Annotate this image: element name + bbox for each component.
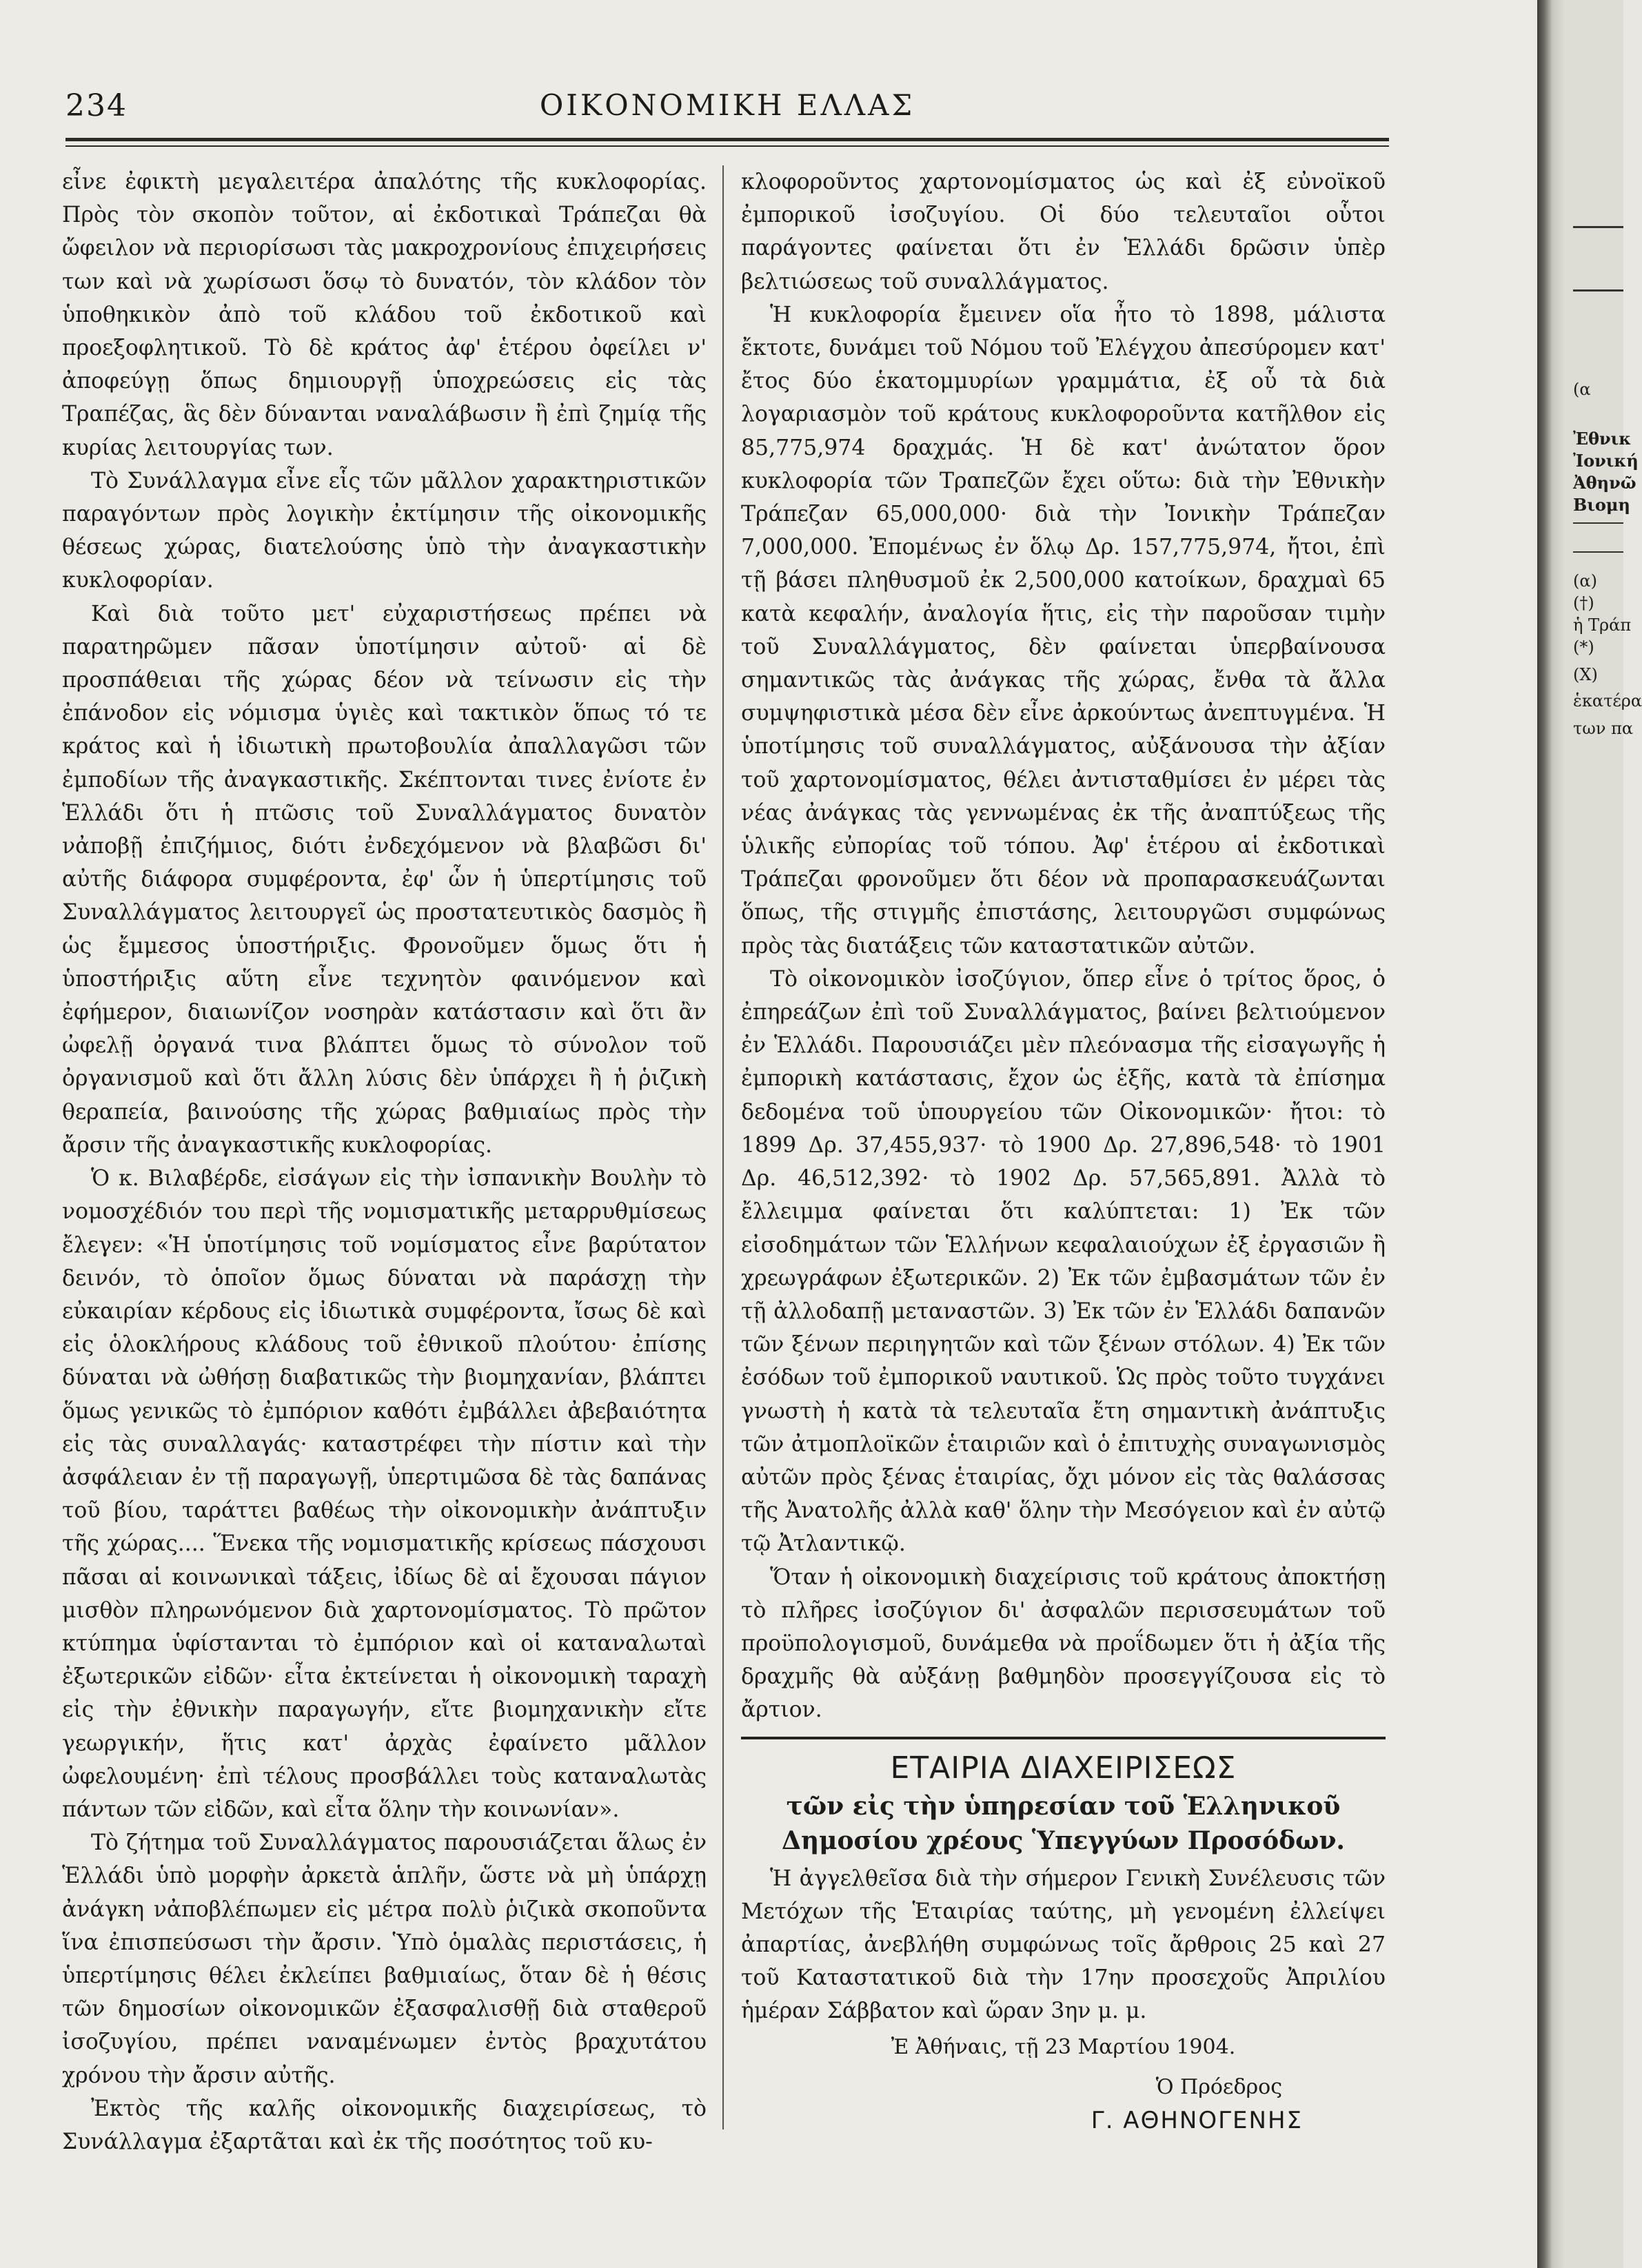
- adjacent-page-rule: [1573, 226, 1623, 228]
- paragraph: Ἡ κυκλοφορία ἔμεινεν οἵα ἦτο τὸ 1898, μάλιστα ἔκτοτε, δυνάμει τοῦ Νόμου τοῦ Ἐλέγχου ἀπεσύρομεν κατ' ἔτος δύο ἑκατομμυρίων γραμμάτια, ἐξ οὗ τὰ διὰ λογαριασμὸν τοῦ κράτους κυκλοφοροῦντα κατῆλθον εἰς 85,775,974 δραχμάς. Ἡ δὲ κατ' ἀνώτατον ὅρον κυκλοφορία τῶν Τραπεζῶν ἔχει οὕτω: διὰ τὴν Ἐθνικὴν Τράπεζαν 65,000,000· διὰ τὴν Ἰονικὴν Τράπεζαν 7,000,000. Ἐπομένως ἐν ὅλῳ Δρ. 157,775,974, ἤτοι, ἐπὶ τῇ βάσει πληθυσμοῦ ἐκ 2,500,000 κατοίκων, δραχμαὶ 65 κατὰ κεφαλήν, ἀναλογία ἥτις, εἰς τὴν παροῦσαν τιμὴν τοῦ Συναλλάγματος, δὲν φαίνεται ὑπερβαίνουσα σημαντικῶς τὰς ἀνάγκας τῆς χώρας, ἔνθα τὰ ἄλλα συμψηφιστικὰ μέσα δὲν εἶνε ἀρκούντως ἀνεπτυγμένα. Ἡ ὑποτίμησις τοῦ συναλλάγματος, αὐξάνουσα τὴν ἀξίαν τοῦ χαρτονομίσματος, θέλει ἀντισταθμίσει ἐν μέρει τὰς νέας ἀνάγκας τὰς γεννωμένας ἐκ τῆς ἀναπτύξεως τῆς ὑλικῆς εὐπορίας τοῦ τόπου. Ἀφ' ἑτέρου αἱ ἐκδοτικαὶ Τράπεζαι φρονοῦμεν ὅτι δέον νὰ προπαρασκευάζωνται ὅπως, τῆς στιγμῆς ἐπιστάσης, λειτουργῶσι συμφώνως πρὸς τὰς διατάξεις τῶν καταστατικῶν αὐτῶν.: [741, 302, 1386, 959]
- notice-rule: [741, 1737, 1386, 1739]
- paragraph: Τὸ Συνάλλαγμα εἶνε εἷς τῶν μᾶλλον χαρακτηριστικῶν παραγόντων πρὸς λογικὴν ἐκτίμησιν τῆς οἰκονομικῆς θέσεως χώρας, διατελούσης ὑπὸ τὴν ἀναγκαστικὴν κυκλοφορίαν.: [62, 468, 707, 593]
- adjacent-page-fragment: ἑκατέρα: [1573, 691, 1642, 711]
- adjacent-page-fragment: ἡ Τράπ: [1573, 615, 1632, 635]
- adjacent-page-rule: [1573, 522, 1623, 524]
- header-rule-thin: [65, 145, 1389, 147]
- notice-dateline: Ἐ Ἀθήναις, τῇ 23 Μαρτίου 1904.: [891, 2034, 1236, 2059]
- paragraph: Ὅταν ἡ οἰκονομικὴ διαχείρισις τοῦ κράτους ἀποκτήσῃ τὸ πλῆρες ἰσοζύγιον δι' ἀσφαλῶν περισσευμάτων τοῦ προϋπολογισμοῦ, δυνάμεθα νὰ προΐδωμεν ὅτι ἡ ἀξία τῆς δραχμῆς θὰ αὐξάνῃ βαθμηδὸν προσεγγίζουσα εἰς τὸ ἄρτιον.: [741, 1564, 1386, 1723]
- adjacent-page-fragment: Ἀθηνῶ: [1573, 473, 1636, 493]
- adjacent-page-fragment: (†): [1573, 593, 1594, 613]
- notice-subtitle: τῶν εἰς τὴν ὑπηρεσίαν τοῦ Ἑλληνικοῦ Δημοσίου χρέους Ὑπεγγύων Προσόδων.: [782, 1791, 1345, 1855]
- paragraph: εἶνε ἐφικτὴ μεγαλειτέρα ἀπαλότης τῆς κυκλοφορίας. Πρὸς τὸν σκοπὸν τοῦτον, αἱ ἐκδοτικαὶ Τράπεζαι θὰ ὤφειλον νὰ περιορίσωσι τὰς μακροχρονίους ἐπιχειρήσεις των καὶ νὰ χωρίσωσι ὅσῳ τὸ δυνατόν, τὸν κλάδον τὸν ὑποθηκικὸν ἀπὸ τοῦ κλάδου τοῦ ἐκδοτικοῦ καὶ προεξοφλητικοῦ. Τὸ δὲ κράτος ἀφ' ἑτέρου ὀφείλει ν' ἀποφεύγῃ ὅπως δημιουργῇ ὑποχρεώσεις εἰς τὰς Τραπέζας, ἃς δὲν δύνανται ναναλάβωσιν ἢ ἐπὶ ζημίᾳ τῆς κυρίας λειτουργίας των.: [62, 170, 707, 460]
- adjacent-page-rule: [1573, 551, 1623, 553]
- paragraph: Ὁ κ. Βιλαβέρδε, εἰσάγων εἰς τὴν ἰσπανικὴν Βουλὴν τὸ νομοσχέδιόν του περὶ τῆς νομισματικῆς μεταρρυθμίσεως ἔλεγεν: «Ἡ ὑποτίμησις τοῦ νομίσματος εἶνε βαρύτατον δεινόν, τὸ ὁποῖον ὅμως δύναται νὰ παράσχῃ τὴν εὐκαιρίαν κέρδους εἰς ἰδιωτικὰ συμφέροντα, ἴσως δὲ καὶ εἰς ὁλοκλήρους κλάδους τοῦ ἐθνικοῦ πλούτου· ἐπίσης δύναται νὰ ὠθήσῃ διαβατικῶς τὴν βιομηχανίαν, βλάπτει ὅμως γενικῶς τὸ ἐμπόριον καθότι ἐμβάλλει ἀβεβαιότητα εἰς τὰς συναλλαγάς· καταστρέφει τὴν πίστιν καὶ τὴν ἀσφάλειαν ἐν τῇ παραγωγῇ, ὑπερτιμῶσα δὲ τὰς δαπάνας τοῦ βίου, ταράττει βαθέως τὴν οἰκονομικὴν ἀνάπτυξιν τῆς χώρας.... Ἕνεκα τῆς νομισματικῆς κρίσεως πάσχουσι πᾶσαι αἱ κοινωνικαὶ τάξεις, ἰδίως δὲ αἱ ἔχουσαι πάγιον μισθὸν πληρωνόμενον διὰ χαρτονομίσματος. Τὸ πρῶτον κτύπημα ὑφίστανται τὸ ἐμπόριον καὶ οἱ καταναλωταὶ ἐξωτερικῶν εἰδῶν· εἶτα ἐκτείνεται ἡ οἰκονομικὴ ταραχὴ εἰς τὴν ἐθνικὴν παραγωγήν, εἴτε βιομηχανικὴν εἴτε γεωργικήν, ἥτις κατ' ἀρχὰς ἐφαίνετο μᾶλλον ὠφελουμένη· ἐπὶ τέλους προσβάλλει τοὺς καταναλωτὰς πάντων τῶν εἰδῶν, καὶ εἶτα ὅλην τὴν κοινωνίαν».: [62, 1166, 707, 1822]
- notice-signer-role: Ὁ Πρόεδρος: [1155, 2074, 1282, 2099]
- paragraph: Ἐκτὸς τῆς καλῆς οἰκονομικῆς διαχειρίσεως, τὸ Συνάλλαγμα ἐξαρτᾶται καὶ ἐκ τῆς ποσότητος τοῦ κυ-: [62, 2096, 707, 2154]
- left-column: [62, 165, 707, 2164]
- adjacent-page-fragment: Βιομη: [1573, 495, 1630, 515]
- notice-title: ΕΤΑΙΡΙΑ ΔΙΑΧΕΙΡΙΣΕΩΣ: [890, 1750, 1237, 1786]
- adjacent-page-fragment: (α): [1573, 571, 1597, 591]
- adjacent-page-fragment: των πα: [1573, 719, 1634, 738]
- adjacent-page-fragment: (*): [1573, 637, 1594, 657]
- column-divider: [722, 165, 724, 2129]
- page-header: [65, 88, 1389, 130]
- book-spine-gutter: [1537, 0, 1623, 2268]
- adjacent-page-rule: [1573, 289, 1623, 292]
- adjacent-page-fragment: (Χ): [1573, 665, 1598, 684]
- paragraph: Καὶ διὰ τοῦτο μετ' εὐχαριστήσεως πρέπει νὰ παρατηρῶμεν πᾶσαν ὑποτίμησιν αὐτοῦ· αἱ δὲ προσπάθειαι τῆς χώρας δέον νὰ τείνωσιν εἰς τὴν ἐπάνοδον εἰς νόμισμα ὑγιὲς καὶ τακτικὸν ὅπως τό τε κράτος καὶ ἡ ἰδιωτικὴ πρωτοβουλία ἀπαλλαγῶσι τῶν ἐμποδίων τῆς ἀναγκαστικῆς. Σκέπτονται τινες ἐνίοτε ἐν Ἑλλάδι ὅτι ἡ πτῶσις τοῦ Συναλλάγματος δυνατὸν νἀποβῇ ἐπιζήμιος, διότι ἐνδεχόμενον νὰ βλαβῶσι δι' αὐτῆς διάφορα συμφέροντα, ἐφ' ὧν ἡ ὑπερτίμησις τοῦ Συναλλάγματος λειτουργεῖ ὡς προστατευτικὸς δασμὸς ἢ ὡς ἔμμεσος ὑποστήριξις. Φρονοῦμεν ὅμως ὅτι ἡ ὑποστήριξις αὕτη εἶνε τεχνητὸν φαινόμενον καὶ ἐφήμερον, διαιωνίζον νοσηρὰν κατάστασιν καὶ ὅτι ἂν ὠφελῇ ὀργανά τινα βλάπτει ὅμως τὸ σύνολον τοῦ ὀργανισμοῦ καὶ ὅτι ἄλλη λύσις δὲν ὑπάρχει ἢ ἡ ῥιζικὴ θεραπεία, βαινούσης τῆς χώρας βαθμιαίως πρὸς τὴν ἄρσιν τῆς ἀναγκαστικῆς κυκλοφορίας.: [62, 601, 707, 1158]
- notice: [741, 1748, 1386, 2138]
- adjacent-page-fragment: Ἰονική: [1573, 451, 1639, 471]
- running-title: ΟΙΚΟΝΟΜΙΚΗ ΕΛΛΑΣ: [539, 88, 915, 122]
- paragraph: κλοφοροῦντος χαρτονομίσματος ὡς καὶ ἐξ εὐνοϊκοῦ ἐμπορικοῦ ἰσοζυγίου. Οἱ δύο τελευταῖοι οὗτοι παράγοντες φαίνεται ὅτι ἐν Ἑλλάδι δρῶσιν ὑπὲρ βελτιώσεως τοῦ συναλλάγματος.: [741, 170, 1386, 294]
- adjacent-page-fragment: (α: [1573, 380, 1591, 399]
- header-rule-thick: [65, 138, 1389, 141]
- right-column: [741, 165, 1386, 2136]
- notice-body: Ἡ ἀγγελθεῖσα διὰ τὴν σήμερον Γενικὴ Συνέλευσις τῶν Μετόχων τῆς Ἑταιρίας ταύτης, μὴ γενομένη ἐλλείψει ἀπαρτίας, ἀνεβλήθη συμφώνως τοῖς ἄρθροις 25 καὶ 27 τοῦ Καταστατικοῦ διὰ τὴν 17ην προσεχοῦς Ἀπριλίου ἡμέραν Σάββατον καὶ ὥραν 3ην μ. μ.: [741, 1866, 1386, 2024]
- paragraph: Τὸ ζήτημα τοῦ Συναλλάγματος παρουσιάζεται ἅλως ἐν Ἑλλάδι ὑπὸ μορφὴν ἀρκετὰ ἁπλῆν, ὥστε νὰ μὴ ὑπάρχῃ ἀνάγκη νἀποβλέπωμεν εἰς μέτρα πολὺ ῥιζικὰ σκοποῦντα ἵνα ἐπισπεύσωσι τὴν ἄρσιν. Ὑπὸ ὁμαλὰς περιστάσεις, ἡ ὑπερτίμησις θέλει ἐκλείπει βαθμιαίως, ὅταν δὲ ἡ θέσις τῶν δημοσίων οἰκονομικῶν ἐξασφαλισθῇ διὰ σταθεροῦ ἰσοζυγίου, πρέπει ναναμένωμεν ἐντὸς βραχυτάτου χρόνου τὴν ἄρσιν αὐτῆς.: [62, 1830, 707, 2088]
- notice-signer-name: Γ. ΑΘΗΝΟΓΕΝΗΣ: [1091, 2106, 1303, 2134]
- paragraph: Τὸ οἰκονομικὸν ἰσοζύγιον, ὅπερ εἶνε ὁ τρίτος ὅρος, ὁ ἐπηρεάζων ἐπὶ τοῦ Συναλλάγματος, βαίνει βελτιούμενον ἐν Ἑλλάδι. Παρουσιάζει μὲν πλεόνασμα τῆς εἰσαγωγῆς ἡ ἐμπορικὴ κατάστασις, ἔχον ὡς ἑξῆς, κατὰ τὰ ἐπίσημα δεδομένα τοῦ ὑπουργείου τῶν Οἰκονομικῶν· ἤτοι: τὸ 1899 Δρ. 37,455,937· τὸ 1900 Δρ. 27,896,548· τὸ 1901 Δρ. 46,512,392· τὸ 1902 Δρ. 57,565,891. Ἀλλὰ τὸ ἔλλειμμα φαίνεται ὅτι καλύπτεται: 1) Ἐκ τῶν εἰσοδημάτων τῶν Ἑλλήνων κεφαλαιούχων ἐξ ἐργασιῶν ἢ χρεωγράφων ἐξωτερικῶν. 2) Ἐκ τῶν ἐμβασμάτων τῶν ἐν τῇ ἀλλοδαπῇ μεταναστῶν. 3) Ἐκ τῶν ἐν Ἑλλάδι δαπανῶν τῶν ξένων περιηγητῶν καὶ τῶν ξένων στόλων. 4) Ἐκ τῶν ἐσόδων τοῦ ἐμπορικοῦ ναυτικοῦ. Ὡς πρὸς τοῦτο τυγχάνει γνωστὴ ἡ κατὰ τὰ τελευταῖα ἔτη σημαντικὴ ἀνάπτυξις τῶν ἀτμοπλοϊκῶν ἑταιριῶν καὶ ὁ ἐπιτυχὴς συναγωνισμὸς αὐτῶν πρὸς ξένας ἑταιρίας, ὄχι μόνον εἰς τὰς θαλάσσας τῆς Ἀνατολῆς ἀλλὰ καθ' ὅλην τὴν Μεσόγειον καὶ ἐν αὐτῷ τῷ Ἀτλαντικῷ.: [741, 966, 1386, 1557]
- adjacent-page-fragment: Ἐθνικ: [1573, 429, 1632, 449]
- page-number: 234: [65, 88, 128, 123]
